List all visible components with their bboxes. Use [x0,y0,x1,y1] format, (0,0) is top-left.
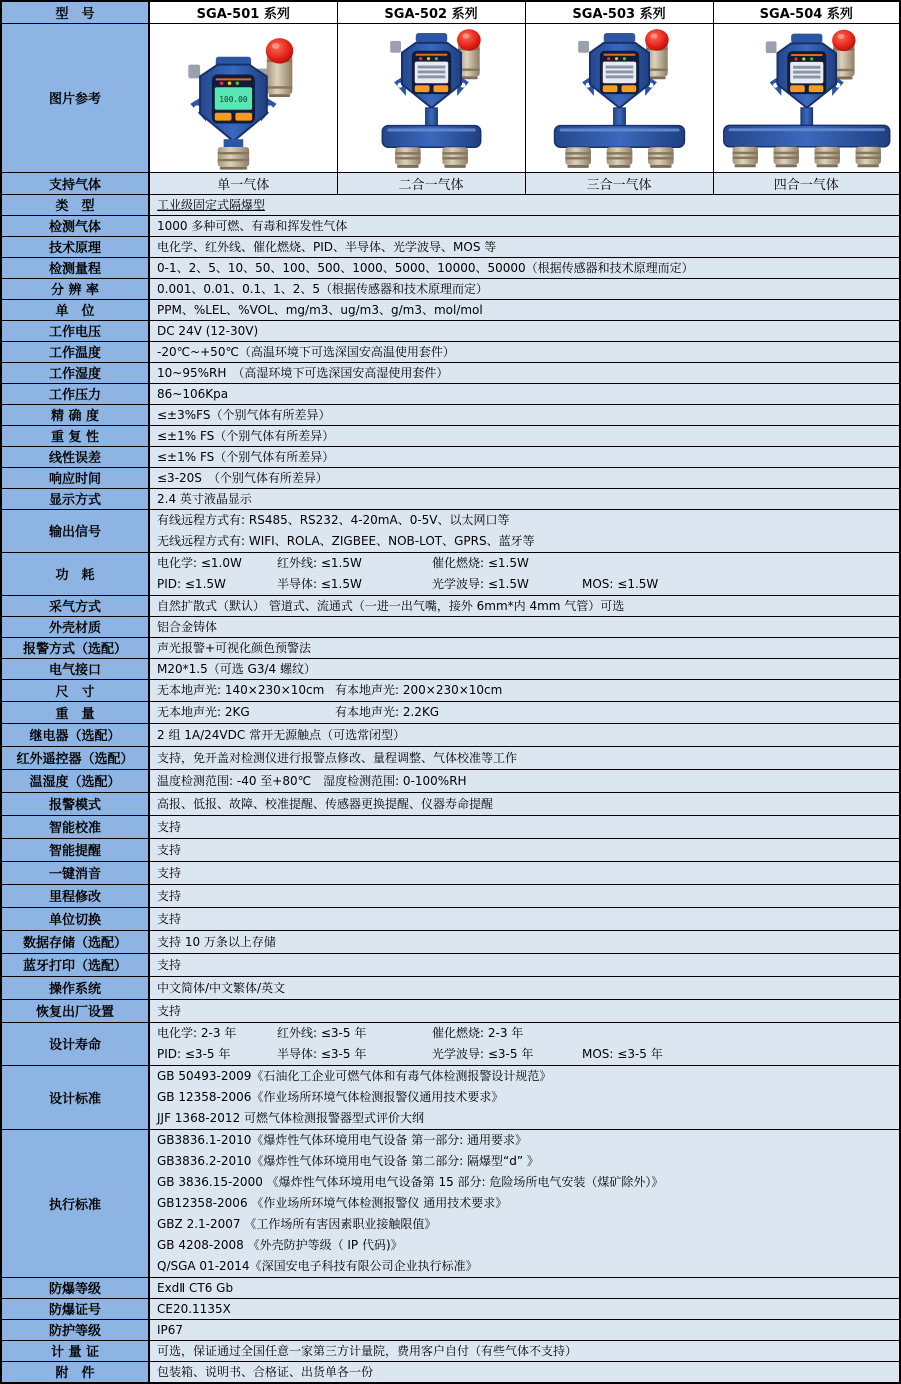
spec-text-line: Q/SGA 01-2014《深国安电子科技有限公司企业执行标准》 [157,1258,478,1273]
spec-label: 执行标准 [1,1129,149,1277]
spec-text-line: GB 4208-2008 《外壳防护等级（ IP 代码)》 [157,1237,403,1252]
spec-col-text: MOS: ≤1.5W [582,576,659,591]
spec-row [1,861,900,884]
spec-text: DC 24V (12-30V) [157,323,259,338]
spec-value [149,1277,900,1298]
spec-label: 外壳材质 [1,616,149,637]
spec-label: 报警模式 [1,792,149,815]
spec-row [1,552,900,595]
product-image-4 [713,23,900,172]
spec-label: 输出信号 [1,509,149,552]
spec-text: 支持 [157,911,182,926]
spec-label: 分 辨 率 [1,278,149,299]
spec-text: 0.001、0.01、0.1、1、2、5（根据传感器和技术原理而定） [157,281,489,296]
spec-row [1,425,900,446]
spec-row [1,792,900,815]
spec-value [149,930,900,953]
spec-row [1,446,900,467]
spec-row [1,1277,900,1298]
spec-label: 工作温度 [1,341,149,362]
spec-text: ≤±1% FS（个别气体有所差异） [157,449,335,464]
spec-row [1,838,900,861]
spec-value [149,341,900,362]
spec-value [149,467,900,488]
spec-value [149,595,900,616]
spec-text: 温度检测范围: -40 至+80℃ 湿度检测范围: 0-100%RH [157,773,467,788]
spec-text-line: 有线远程方式有: RS485、RS232、4-20mA、0-5V、以太网口等 [157,512,510,527]
spec-label: 重 复 性 [1,425,149,446]
spec-label: 工作电压 [1,320,149,341]
spec-text: CE20.1135X [157,1301,231,1316]
spec-text: -20℃~+50℃（高温环境下可选深国安高温使用套件） [157,344,455,359]
spec-label: 防爆等级 [1,1277,149,1298]
spec-value [149,488,900,509]
spec-row [1,1361,900,1383]
spec-value [149,552,900,595]
spec-label: 类 型 [1,194,149,215]
spec-label: 智能校准 [1,815,149,838]
product-image-2 [337,23,525,172]
spec-text: 支持 [157,842,182,857]
spec-label: 工作湿度 [1,362,149,383]
spec-text: 2 组 1A/24VDC 常开无源触点（可选常闭型） [157,727,406,742]
spec-value [149,362,900,383]
gas-detector-illustration [151,25,336,171]
product-image-1 [149,23,337,172]
spec-label: 显示方式 [1,488,149,509]
spec-text: 支持 [157,957,182,972]
spec-value [149,320,900,341]
spec-text: 声光报警+可视化颜色预警法 [157,640,312,655]
row-label-model: 型 号 [1,1,149,23]
spec-label: 智能提醒 [1,838,149,861]
spec-value [149,1298,900,1319]
spec-text: 中文简体/中文繁体/英文 [157,980,286,995]
spec-row [1,1022,900,1065]
spec-value [149,637,900,658]
spec-text: 支持 [157,1003,182,1018]
spec-row [1,658,900,679]
spec-row [1,404,900,425]
spec-text: 自然扩散式（默认） 管道式、流通式（一进一出气嘴，接外 6mm*内 4mm 气管）可选 [157,598,625,613]
spec-col-text: 红外线: ≤1.5W [277,555,362,570]
spec-value [149,723,900,746]
spec-row [1,257,900,278]
gas-detector-illustration [715,25,899,171]
spec-value [149,1319,900,1340]
spec-value [149,838,900,861]
spec-col-line [157,574,899,595]
spec-label: 设计标准 [1,1065,149,1129]
model-name: SGA-502 系列 [337,1,525,23]
spec-text: 电化学、红外线、催化燃烧、PID、半导体、光学波导、MOS 等 [157,239,497,254]
spec-col-text: 电化学: ≤1.0W [157,555,242,570]
spec-text-line: 无线远程方式有: WIFI、ROLA、ZIGBEE、NOB-LOT、GPRS、蓝牙等 [157,533,535,548]
spec-value [149,616,900,637]
spec-text: 支持 10 万条以上存储 [157,934,276,949]
supported-gas: 三合一气体 [525,172,713,194]
spec-text: 工业级固定式隔爆型 [157,197,266,212]
spec-row [1,215,900,236]
product-image-3 [525,23,713,172]
spec-col-line [157,1044,899,1065]
spec-label: 技术原理 [1,236,149,257]
spec-label: 恢复出厂设置 [1,999,149,1022]
spec-text-line: GB 12358-2006《作业场所环境气体检测报警仪通用技术要求》 [157,1089,504,1104]
spec-text: ExdⅡ CT6 Gb [157,1280,234,1295]
spec-col-text: 无本地声光: 2KG [157,704,250,719]
supported-gas: 单一气体 [149,172,337,194]
spec-text: 支持 [157,819,182,834]
spec-row [1,341,900,362]
spec-row [1,815,900,838]
spec-row [1,320,900,341]
spec-row [1,1319,900,1340]
spec-row [1,362,900,383]
spec-value [149,278,900,299]
spec-col-text: 催化燃烧: ≤1.5W [432,555,529,570]
spec-label: 采气方式 [1,595,149,616]
spec-col-line [157,553,899,574]
spec-label: 重 量 [1,701,149,723]
spec-row [1,509,900,552]
spec-label: 检测量程 [1,257,149,278]
spec-label: 里程修改 [1,884,149,907]
spec-value [149,1361,900,1383]
supported-gas: 四合一气体 [713,172,900,194]
spec-text: 铝合金铸体 [157,619,218,634]
spec-row [1,1065,900,1129]
spec-label: 线性误差 [1,446,149,467]
spec-label: 防护等级 [1,1319,149,1340]
spec-row [1,679,900,701]
spec-text-line: GB12358-2006 《作业场所环境气体检测报警仪 通用技术要求》 [157,1195,508,1210]
spec-col-line [157,1023,899,1044]
spec-table-body [1,1,900,1383]
spec-label: 红外遥控器（选配） [1,746,149,769]
spec-text: 1000 多种可燃、有毒和挥发性气体 [157,218,348,233]
spec-col-text: 光学波导: ≤1.5W [432,576,529,591]
spec-row [1,236,900,257]
spec-label: 单 位 [1,299,149,320]
spec-text: 10~95%RH （高湿环境下可选深国安高湿使用套件） [157,365,449,380]
spec-label: 报警方式（选配） [1,637,149,658]
spec-label: 工作压力 [1,383,149,404]
spec-value [149,679,900,701]
svg-text:100.00: 100.00 [219,94,248,104]
spec-value [149,446,900,467]
spec-text: 可选，保证通过全国任意一家第三方计量院，费用客户自付（有些气体不支持） [157,1343,578,1358]
spec-col-text: PID: ≤3-5 年 [157,1046,231,1061]
spec-row [1,383,900,404]
spec-value [149,815,900,838]
spec-row [1,278,900,299]
spec-label: 温湿度（选配） [1,769,149,792]
spec-row [1,723,900,746]
spec-label: 继电器（选配） [1,723,149,746]
spec-text-line: GB3836.2-2010《爆炸性气体环境用电气设备 第二部分: 隔爆型“d” 》 [157,1153,539,1168]
spec-label: 防爆证号 [1,1298,149,1319]
spec-col-text: 催化燃烧: 2-3 年 [432,1025,524,1040]
spec-col-text: 有本地声光: 2.2KG [335,704,440,719]
spec-text: 支持 [157,865,182,880]
spec-text-line: JJF 1368-2012 可燃气体检测报警器型式评价大纲 [157,1110,425,1125]
spec-text: 86~106Kpa [157,386,229,401]
spec-label: 蓝牙打印（选配） [1,953,149,976]
spec-text: 支持 [157,888,182,903]
spec-text: 包装箱、说明书、合格证、出货单各一份 [157,1364,374,1379]
spec-col-text: 红外线: ≤3-5 年 [277,1025,367,1040]
spec-label: 附 件 [1,1361,149,1383]
spec-row [1,930,900,953]
spec-value [149,701,900,723]
spec-value [149,236,900,257]
spec-value [149,194,900,215]
spec-value [149,769,900,792]
model-name: SGA-501 系列 [149,1,337,23]
spec-text: 支持，免开盖对检测仪进行报警点修改、量程调整、气体校准等工作 [157,750,518,765]
spec-value [149,404,900,425]
gas-detector-illustration [339,25,524,171]
spec-col-text: PID: ≤1.5W [157,576,226,591]
spec-label: 数据存储（选配） [1,930,149,953]
spec-value [149,907,900,930]
spec-text: 2.4 英寸液晶显示 [157,491,252,506]
spec-value [149,746,900,769]
spec-row [1,488,900,509]
spec-value [149,999,900,1022]
spec-row [1,194,900,215]
spec-col-text: 无本地声光: 140×230×10cm [157,682,325,697]
spec-label: 单位切换 [1,907,149,930]
row-label-image: 图片参考 [1,23,149,172]
spec-value [149,953,900,976]
spec-text: M20*1.5（可选 G3/4 螺纹） [157,661,316,676]
spec-label: 电气接口 [1,658,149,679]
spec-text-line: GB 3836.15-2000 《爆炸性气体环境用电气设备第 15 部分: 危险场所电气安装（煤矿除外）》 [157,1174,664,1189]
spec-label: 检测气体 [1,215,149,236]
spec-text: 0-1、2、5、10、50、100、500、1000、5000、10000、50000（根据传感器和技术原理而定） [157,260,694,275]
spec-value [149,257,900,278]
spec-row [1,907,900,930]
spec-value [149,792,900,815]
spec-label: 尺 寸 [1,679,149,701]
spec-label: 响应时间 [1,467,149,488]
spec-label: 精 确 度 [1,404,149,425]
spec-row [1,701,900,723]
spec-label: 功 耗 [1,552,149,595]
spec-row [1,299,900,320]
spec-text: ≤±1% FS（个别气体有所差异） [157,428,335,443]
spec-text: ≤±3%FS（个别气体有所差异） [157,407,331,422]
spec-row [1,1129,900,1277]
supported-gas: 二合一气体 [337,172,525,194]
spec-value [149,1022,900,1065]
spec-label: 操作系统 [1,976,149,999]
spec-row [1,769,900,792]
spec-col-text: MOS: ≤3-5 年 [582,1046,663,1061]
spec-value [149,425,900,446]
spec-row [1,976,900,999]
spec-row [1,595,900,616]
spec-text: PPM、%LEL、%VOL、mg/m3、ug/m3、g/m3、mol/mol [157,302,483,317]
spec-label: 计 量 证 [1,1340,149,1361]
spec-row [1,1298,900,1319]
model-name: SGA-503 系列 [525,1,713,23]
spec-value [149,976,900,999]
spec-label: 设计寿命 [1,1022,149,1065]
spec-row [1,999,900,1022]
spec-col-text: 半导体: ≤3-5 年 [277,1046,367,1061]
model-name: SGA-504 系列 [713,1,900,23]
spec-row [1,467,900,488]
spec-col-text: 有本地声光: 200×230×10cm [335,682,503,697]
spec-row [1,746,900,769]
spec-label: 一键消音 [1,861,149,884]
spec-value [149,658,900,679]
spec-text: IP67 [157,1322,184,1337]
spec-value [149,861,900,884]
spec-text: ≤3-20S （个别气体有所差异） [157,470,328,485]
spec-row [1,616,900,637]
spec-value [149,215,900,236]
spec-col-line [157,680,899,701]
spec-value [149,299,900,320]
spec-text: 高报、低报、故障、校准提醒、传感器更换提醒、仪器寿命提醒 [157,796,494,811]
spec-value [149,884,900,907]
spec-value [149,1129,900,1277]
spec-row [1,1340,900,1361]
spec-col-text: 光学波导: ≤3-5 年 [432,1046,534,1061]
spec-value [149,1065,900,1129]
spec-row [1,884,900,907]
spec-col-text: 半导体: ≤1.5W [277,576,362,591]
spec-text-line: GB 50493-2009《石油化工企业可燃气体和有毒气体检测报警设计规范》 [157,1068,552,1083]
row-label-gas: 支持气体 [1,172,149,194]
spec-value [149,1340,900,1361]
spec-col-line [157,702,899,723]
spec-row [1,953,900,976]
spec-value [149,509,900,552]
spec-text-line: GB3836.1-2010《爆炸性气体环境用电气设备 第一部分: 通用要求》 [157,1132,528,1147]
spec-col-text: 电化学: 2-3 年 [157,1025,237,1040]
spec-value [149,383,900,404]
spec-row [1,637,900,658]
gas-detector-illustration [527,25,712,171]
spec-text-line: GBZ 2.1-2007 《工作场所有害因素职业接触限值》 [157,1216,437,1231]
